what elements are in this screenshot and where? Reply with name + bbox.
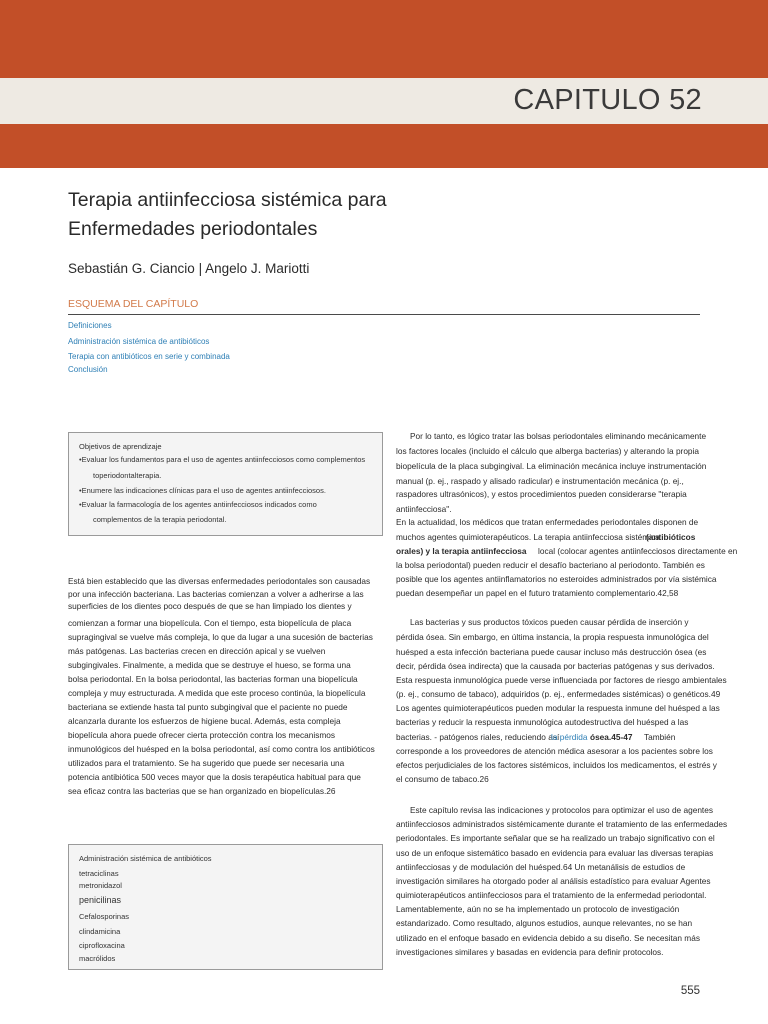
body-line: quimioterapéuticos antiinfecciosos para el tratamiento de la enfermedad periodontal. xyxy=(396,890,707,900)
antibiotic-item: tetraciclinas xyxy=(79,869,119,878)
body-line: utilizado en el enfoque basado en evidencia debido a su diseño. Se necesitan más xyxy=(396,933,700,943)
body-line: local (colocar agentes antiinfecciosos directamente en xyxy=(538,546,738,556)
body-line: más patógenas. Las bacterias crecen en dirección apical y se vuelven xyxy=(68,646,326,656)
outline-link-definiciones[interactable]: Definiciones xyxy=(68,321,112,330)
chapter-title-line-1: Terapia antiinfecciosa sistémica para xyxy=(68,189,387,211)
body-line: efectos perjudiciales de los factores sistémicos, incluidos los medicamentos, el estrés y xyxy=(396,760,717,770)
body-line: Por lo tanto, es lógico tratar las bolsas periodontales eliminando mecánicamente xyxy=(410,431,707,441)
outline-link-terapia-combinada[interactable]: Terapia con antibióticos en serie y combinada xyxy=(68,352,230,361)
outline-link-conclusion[interactable]: Conclusión xyxy=(68,365,108,374)
antibiotic-item: macrólidos xyxy=(79,954,116,963)
body-line: Lamentablemente, aún no se ha implementado un protocolo de investigación xyxy=(396,904,680,914)
objective-line: toperiodontalterapia. xyxy=(93,471,162,480)
body-line: bolsa periodontal. En la bolsa periodontal, las bacterias forman una biopelícula xyxy=(68,674,358,684)
link-perdida[interactable]: la pérdida xyxy=(551,732,588,742)
header-band-bottom xyxy=(0,124,768,168)
antibiotic-item: ciprofloxacina xyxy=(79,941,125,950)
body-line: ósea.45-47 xyxy=(590,732,633,742)
body-line: antiinfecciosos administrados sistémicamente durante el tratamiento de las enfermedades xyxy=(396,819,728,829)
body-line: supragingival se vuelve más compleja, lo que da lugar a una sucesión de bacterias xyxy=(68,632,373,642)
body-line: uso de un enfoque sistemático basado en evidencia para evaluar las diversas terapias xyxy=(396,848,714,858)
body-line: bacterias. - patógenos riales, reduciendo así xyxy=(396,732,560,742)
objectives-heading: Objetivos de aprendizaje xyxy=(79,442,162,451)
body-line: los factores locales (incluido el cálculo que alberga bacterias) y alterando la propia xyxy=(396,446,700,456)
body-line: Los agentes quimioterapéuticos pueden modular la respuesta inmune del huésped a las xyxy=(396,703,720,713)
chapter-title xyxy=(68,186,628,244)
authors: Sebastián G. Ciancio | Angelo J. Mariotti xyxy=(68,261,310,276)
body-line: antiinfecciosas y de modulación del huésped.64 Un metanálisis de estudios de xyxy=(396,862,686,872)
antibiotic-item: Cefalosporinas xyxy=(79,912,130,921)
body-line: investigación similares ha otorgado poder al análisis estadístico para evaluar Agentes xyxy=(396,876,711,886)
body-line: Las bacterias y sus productos tóxicos pueden causar pérdida de inserción y xyxy=(410,617,689,627)
body-line: huésped a esta infección bacteriana puede causar incluso más destrucción ósea (es xyxy=(396,647,707,657)
right-paragraph-2 xyxy=(396,617,727,789)
body-line: investigaciones similares y basadas en evidencia para definir protocolos. xyxy=(396,947,664,957)
body-line: la bolsa periodontal) pueden reducir el desafío bacteriano al periodonto. También es xyxy=(396,560,705,570)
body-line: potencia antibiótica 500 veces mayor que la dosis terapéutica habitual para que xyxy=(68,772,361,782)
body-line: posible que los agentes antiinflamatorios no esteroides administrados por vía sistémica xyxy=(396,574,717,584)
antibiotics-box-heading: Administración sistémica de antibióticos xyxy=(79,854,212,863)
intro-paragraph xyxy=(68,576,388,806)
header-band-top xyxy=(0,0,768,78)
objective-line: •Enumere las indicaciones clínicas para el uso de agentes antiinfecciosos. xyxy=(79,486,326,495)
learning-objectives-box xyxy=(68,432,383,536)
body-line: muchos agentes quimioterapéuticos. La terapia antiinfecciosa sistémica xyxy=(396,532,660,542)
body-line: puedan desempeñar un papel en el futuro tratamiento complementario.42,58 xyxy=(396,588,679,598)
body-line: inmunológicos del huésped en la bolsa periodontal, así como contra los antibióticos xyxy=(68,744,375,754)
body-line: subgingivales. Finalmente, a medida que se destruye el hueso, se forma una xyxy=(68,660,351,670)
body-line: Esta respuesta inmunológica puede verse influenciada por factores de riesgo ambientales xyxy=(396,675,727,685)
objective-line: •Evaluar la farmacología de los agentes antiinfecciosos indicados como xyxy=(79,500,317,509)
body-line: decir, pérdida ósea indirecta) que la causada por bacterias patógenas y sus derivados. xyxy=(396,661,715,671)
body-line: Este capítulo revisa las indicaciones y protocolos para optimizar el uso de agentes xyxy=(410,805,714,815)
body-line: En la actualidad, los médicos que tratan enfermedades periodontales disponen de xyxy=(396,517,699,527)
body-line: corresponde a los proveedores de atención médica asesorar a los pacientes sobre los xyxy=(396,746,713,756)
outline-divider xyxy=(68,314,700,315)
body-line: compleja y muy estructurada. A medida que este proceso continúa, la biopelícula xyxy=(68,688,366,698)
body-line: superficies de los dientes poco después de que se han limpiado los dientes y xyxy=(68,601,352,611)
body-line: estandarizado. Como resultado, algunos estudios, aunque relevantes, no se han xyxy=(396,918,693,928)
antibiotic-item: clindamicina xyxy=(79,927,121,936)
body-line: bacteriana se extiende hasta tal punto subgingival que el paciente no puede xyxy=(68,702,348,712)
objective-line: •Evaluar los fundamentos para el uso de agentes antiinfecciosos como complementos xyxy=(79,455,366,464)
chapter-title-line-2: Enfermedades periodontales xyxy=(68,218,318,240)
body-line: raspadores ultrasónicos), y estos procedimientos pueden considerarse "terapia xyxy=(396,489,687,499)
antibiotic-item: penicilinas xyxy=(79,895,122,905)
body-line: Está bien establecido que las diversas enfermedades periodontales son causadas xyxy=(68,576,371,586)
objective-line: complementos de la terapia periodontal. xyxy=(93,515,227,524)
body-line: orales) y la terapia antiinfecciosa xyxy=(396,546,527,556)
body-line: comienzan a formar una biopelícula. Con el tiempo, esta biopelícula de placa xyxy=(68,618,352,628)
outline-link-administracion[interactable]: Administración sistémica de antibióticos xyxy=(68,337,210,346)
body-line: (antibióticos xyxy=(646,532,696,542)
body-line: (p. ej., consumo de tabaco), adquiridos (p. ej., enfermedades sistémicas) o genéticos.49 xyxy=(396,689,721,699)
antibiotic-item: metronidazol xyxy=(79,881,122,890)
chapter-label: CAPITULO 52 xyxy=(513,84,702,116)
body-line: pérdida ósea. Sin embargo, en última instancia, la propia respuesta inmunológica del xyxy=(396,632,709,642)
antibiotics-box xyxy=(68,844,383,970)
body-line: manual (p. ej., raspado y alisado radicular) e instrumentación mecánica (p. ej., xyxy=(396,476,684,486)
body-line: antiinfecciosa". xyxy=(396,504,452,514)
body-line: alcanzarla durante los esfuerzos de higiene bucal. Además, esta compleja xyxy=(68,716,341,726)
right-paragraph-1 xyxy=(396,431,738,603)
body-line: biopelícula de la placa subgingival. La eliminación mecánica incluye instrumentación xyxy=(396,461,707,471)
body-line: utilizados para el tratamiento. Se ha sugerido que puede ser necesaria una xyxy=(68,758,345,768)
outline-heading: ESQUEMA DEL CAPÍTULO xyxy=(68,298,199,310)
body-line: por una infección bacteriana. Las bacterias comienzan a volver a adherirse a las xyxy=(68,589,364,599)
body-line: bacterias y reducir la respuesta inmunológica autodestructiva del huésped a las xyxy=(396,717,689,727)
right-paragraph-3 xyxy=(396,805,728,960)
body-line: sea eficaz contra las bacterias que se han organizado en biopelículas.26 xyxy=(68,786,336,796)
body-line: biopelícula ahora puede ofrecer cierta protección contra los mecanismos xyxy=(68,730,336,740)
body-line: el consumo de tabaco.26 xyxy=(396,774,489,784)
body-line: También xyxy=(644,732,676,742)
body-line: periodontales. Es importante señalar que se ha realizado un trabajo significativo con el xyxy=(396,833,715,843)
page-number: 555 xyxy=(680,985,700,997)
